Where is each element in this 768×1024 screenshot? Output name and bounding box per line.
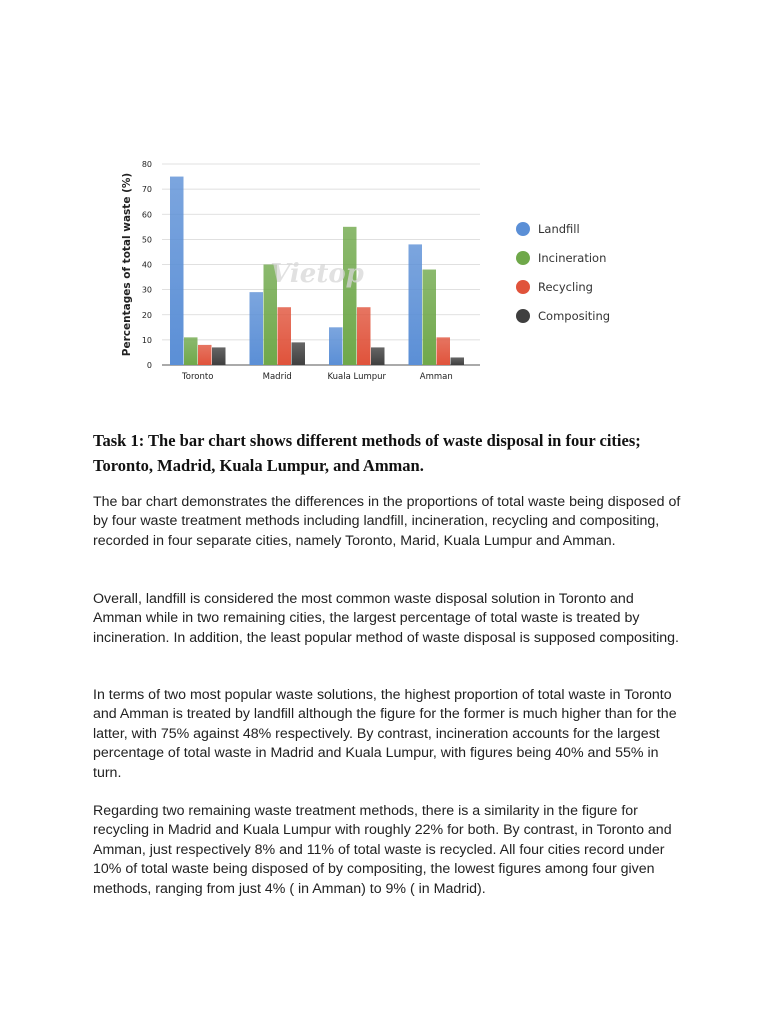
legend-label-landfill: Landfill	[538, 222, 580, 236]
bar-recycling-amman	[437, 337, 451, 365]
chart-watermark: Vietop	[270, 259, 364, 290]
bar-recycling-madrid	[278, 307, 292, 365]
paragraph-body-1: In terms of two most popular waste solutions, the highest proportion of total waste in Toronto and Amman is treated by landfill although the figure for the former is much higher than for the latter, with 75% against 48% respectively. By contrast, incineration accounts for the largest percentage of total waste in Madrid and Kuala Lumpur, with figures being 40% and 55% in turn.	[93, 687, 677, 781]
bar-compositing-toronto	[212, 347, 226, 365]
x-tick-label: Madrid	[262, 372, 292, 382]
paragraph-introduction: The bar chart demonstrates the differences in the proportions of total waste being disposed of by four waste treatment methods including landfill, incineration, recycling and compositing, recorded in four separate cities, namely Toronto, Marid, Kuala Lumpur and Amman.	[93, 494, 681, 549]
x-tick-label: Kuala Lumpur	[327, 372, 387, 382]
x-tick-label: Amman	[419, 372, 453, 382]
y-tick-label: 60	[141, 210, 152, 220]
legend-swatch-incineration	[516, 251, 530, 265]
bar-chart-svg	[110, 150, 650, 400]
bar-recycling-toronto	[198, 345, 212, 365]
y-tick-label: 80	[141, 160, 152, 169]
y-tick-label: 40	[141, 260, 152, 270]
task-title: Task 1: The bar chart shows different methods of waste disposal in four cities; Toronto, Madrid, Kuala Lumpur, and Amman.	[93, 431, 641, 475]
bar-landfill-amman	[409, 244, 423, 365]
paragraph-body-2: Regarding two remaining waste treatment methods, there is a similarity in the figure for recycling in Madrid and Kuala Lumpur with roughly 22% for both. By contrast, in Toronto and Amman, just respectively 8% and 11% of total waste is recycled. All four cities record under 10% of total waste being disposed of by compositing, the lowest figures among four given methods, ranging from just 4% ( in Amman) to 9% ( in Madrid).	[93, 803, 672, 897]
chart-legend	[516, 222, 610, 323]
legend-swatch-recycling	[516, 280, 530, 294]
y-tick-label: 10	[141, 335, 152, 345]
bar-compositing-amman	[451, 357, 465, 365]
bar-incineration-toronto	[184, 337, 198, 365]
bar-chart	[110, 150, 650, 400]
legend-swatch-compositing	[516, 309, 530, 323]
legend-label-incineration: Incineration	[538, 251, 607, 265]
legend-swatch-landfill	[516, 222, 530, 236]
bar-recycling-kuala-lumpur	[357, 307, 371, 365]
x-tick-label: Toronto	[182, 372, 214, 382]
y-tick-label: 50	[141, 235, 152, 245]
bar-compositing-kuala-lumpur	[371, 347, 385, 365]
y-axis-title: Percentages of total waste (%)	[121, 172, 133, 357]
bar-incineration-amman	[423, 270, 437, 365]
y-tick-label: 20	[141, 310, 152, 320]
legend-label-recycling: Recycling	[538, 280, 593, 294]
bar-landfill-kuala-lumpur	[329, 327, 343, 365]
bar-compositing-madrid	[292, 342, 306, 365]
bar-incineration-kuala-lumpur	[343, 227, 357, 365]
y-tick-label: 0	[146, 361, 152, 370]
bar-landfill-toronto	[170, 177, 184, 365]
y-tick-label: 70	[141, 185, 152, 195]
paragraph-overview: Overall, landfill is considered the most common waste disposal solution in Toronto and Amman while in two remaining cities, the largest percentage of total waste is treated by incineration. In addition, the least popular method of waste disposal is supposed compositing.	[93, 591, 679, 646]
y-tick-label: 30	[141, 285, 152, 295]
legend-label-compositing: Compositing	[538, 309, 611, 323]
bar-landfill-madrid	[250, 292, 264, 365]
